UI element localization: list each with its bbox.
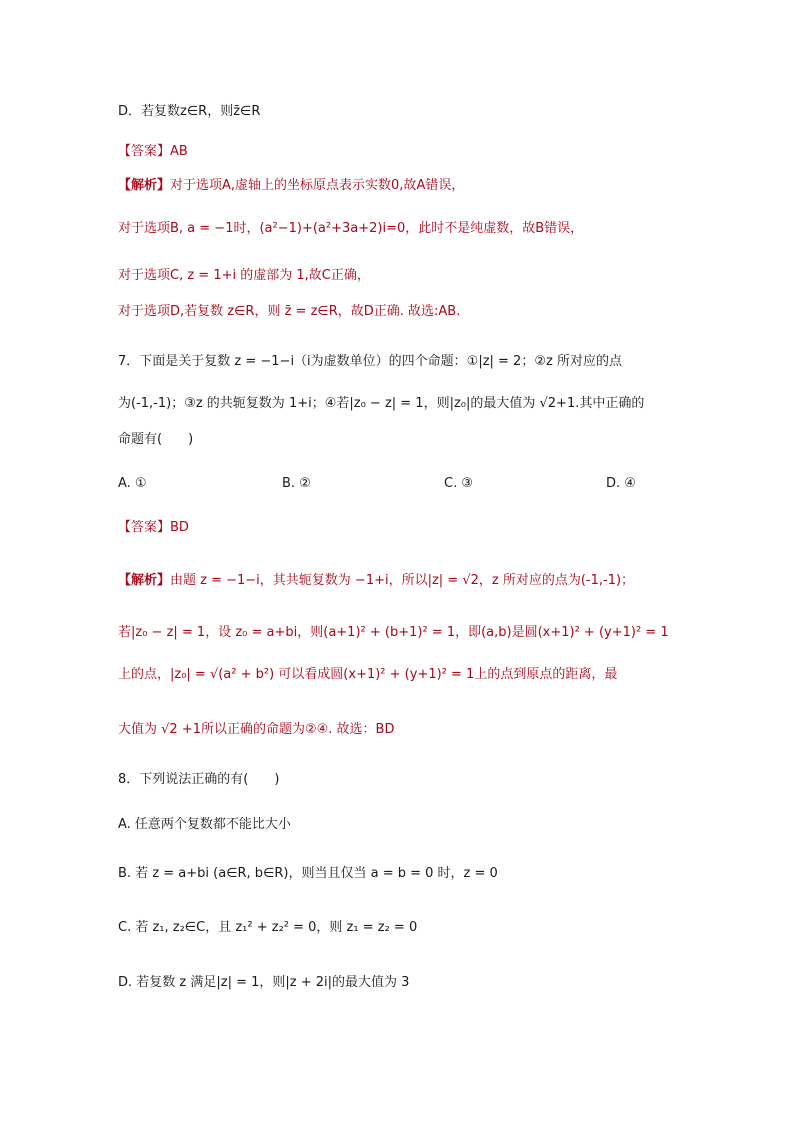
answer-value: BD: [170, 520, 189, 535]
q7-answer: [118, 518, 189, 538]
answer-value: AB: [170, 144, 188, 159]
analysis-label: 【解析】: [118, 573, 171, 588]
q8-option-c: C. 若 z₁, z₂∈C，且 z₁² + z₂² = 0，则 z₁ = z₂ = 0: [118, 920, 418, 935]
analysis-label: 【解析】: [118, 178, 171, 193]
q7-option-a: A. ①: [118, 476, 147, 491]
q8-option-a: A. 任意两个复数都不能比大小: [118, 817, 291, 832]
q8-option-d: D. 若复数 z 满足|z| = 1，则|z + 2i|的最大值为 3: [118, 975, 410, 990]
q6-option-d: D．若复数z∈R，则z̄∈R: [118, 104, 261, 119]
q8-stem: 8．下列说法正确的有( ): [118, 772, 280, 787]
answer-label: 【答案】: [118, 144, 171, 159]
q6-analysis-line-1: [118, 176, 464, 196]
q6-analysis-line-3: 对于选项C, z = 1+i 的虚部为 1,故C正确，: [118, 268, 370, 283]
q7-analysis-line-3: 上的点，|z₀| = √(a² + b²) 可以看成圆(x+1)² + (y+1)² = 1上的点到原点的距离，最: [118, 667, 618, 682]
q7-option-c: C. ③: [444, 476, 473, 491]
answer-label: 【答案】: [118, 520, 171, 535]
q7-option-b: B. ②: [282, 476, 311, 491]
q7-analysis-line-2: 若|z₀ − z| = 1，设 z₀ = a+bi，则(a+1)² + (b+1)² = 1，即(a,b)是圆(x+1)² + (y+1)² = 1: [118, 625, 669, 640]
q7-analysis-line-4: 大值为 √2 +1所以正确的命题为②④. 故选：BD: [118, 722, 395, 737]
q6-analysis-line-4: 对于选项D,若复数 z∈R，则 z̄ = z∈R，故D正确. 故选:AB.: [118, 304, 461, 319]
q7-stem-line-3: 命题有( ): [118, 432, 194, 447]
q7-stem-line-2: 为(-1,-1)；③z 的共轭复数为 1+i；④若|z₀ − z| = 1，则|z₀|的最大值为 √2+1.其中正确的: [118, 396, 645, 411]
q7-stem-line-1: 7．下面是关于复数 z = −1−i（i为虚数单位）的四个命题：①|z| = 2；②z 所对应的点: [118, 354, 622, 369]
q8-option-b: B. 若 z = a+bi (a∈R, b∈R)，则当且仅当 a = b = 0 时，z = 0: [118, 866, 498, 881]
q6-analysis-line-2: 对于选项B, a = −1时，(a²−1)+(a²+3a+2)i=0，此时不是纯虚数，故B错误，: [118, 221, 584, 236]
q6-answer: [118, 142, 188, 162]
analysis-text: 由题 z = −1−i，其共轭复数为 −1+i，所以|z| = √2，z 所对应的点为(-1,-1)；: [170, 573, 635, 588]
q7-option-d: D. ④: [606, 476, 636, 491]
q7-analysis-line-1: [118, 571, 634, 591]
analysis-text: 对于选项A,虚轴上的坐标原点表示实数0,故A错误，: [170, 178, 465, 193]
